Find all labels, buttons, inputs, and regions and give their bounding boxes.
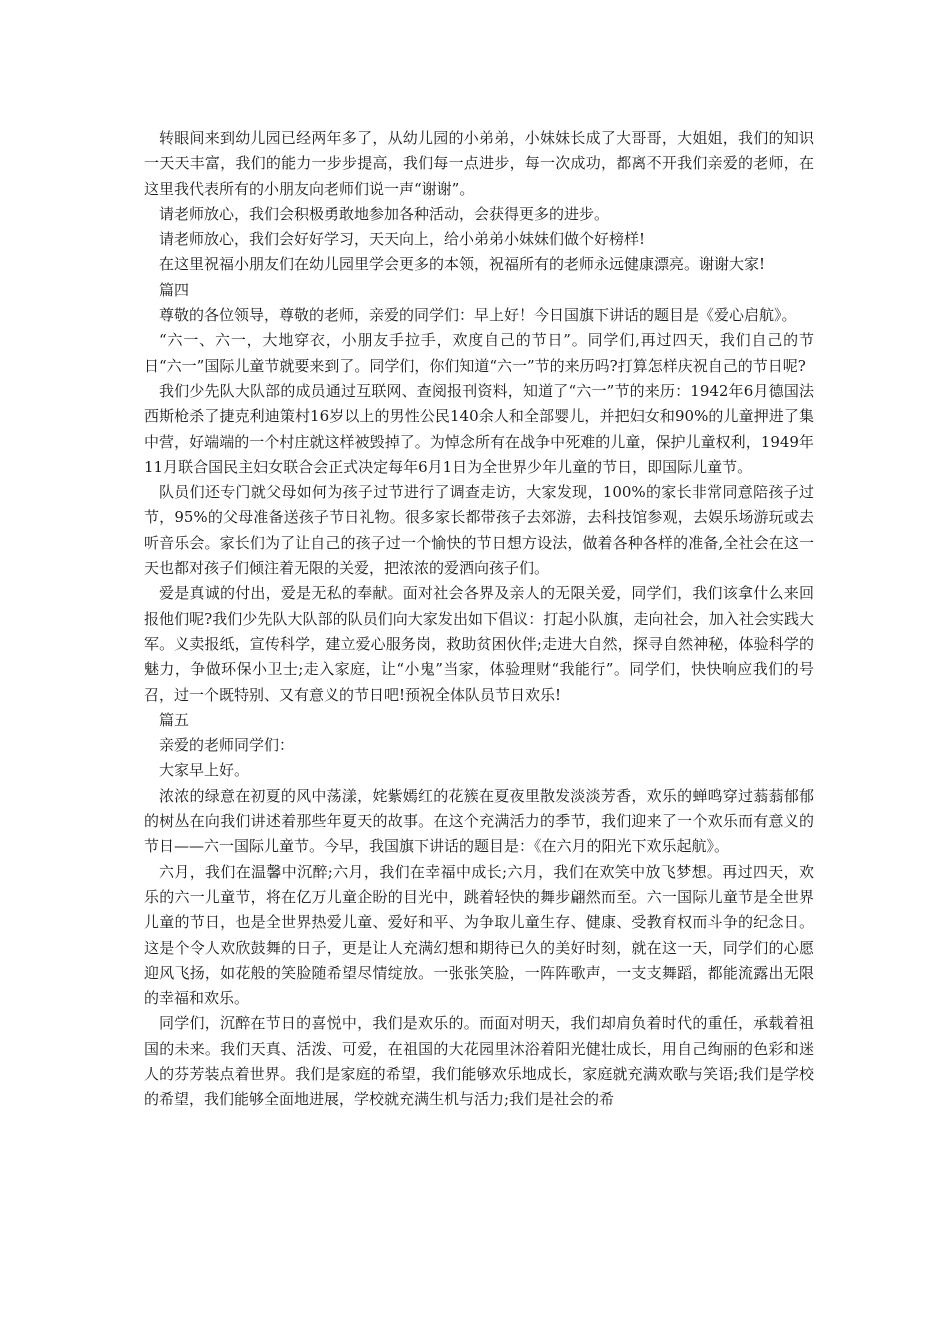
paragraph: 爱是真诚的付出，爱是无私的奉献。面对社会各界及亲人的无限关爱，同学们，我们该拿什么来回报他们呢?我们少先队大队部的队员们向大家发出如下倡议：打起小队旗，走向社会，加入社会实践大军。义卖报纸，宣传科学，建立爱心服务岗，救助贫困伙伴;走进大自然，探寻自然神秘，体验科学的魅力，争做环保小卫士;走入家庭，让“小鬼”当家，体验理财“我能行”。同学们，快快响应我们的号召，过一个既特别、又有意义的节日吧!预祝全体队员节日欢乐! bbox=[144, 584, 814, 704]
paragraph: 队员们还专门就父母如何为孩子过节进行了调查走访，大家发现，100%的家长非常同意陪孩子过节，95%的父母准备送孩子节日礼物。很多家长都带孩子去郊游，去科技馆参观，去娱乐场游玩或去听音乐会。家长们为了让自己的孩子过一个愉快的节日想方设法，做着各种各样的准备,全社会在这一天也都对孩子们倾注着无限的关爱，把浓浓的爱洒向孩子们。 bbox=[144, 483, 814, 578]
document-body bbox=[144, 126, 814, 1113]
paragraph: 浓浓的绿意在初夏的风中荡漾，姹紫嫣红的花簇在夏夜里散发淡淡芳香，欢乐的蝉鸣穿过蓊蓊郁郁的树丛在向我们讲述着那些年夏天的故事。在这个充满活力的季节，我们迎来了一个欢乐而有意义的节日——六一国际儿童节。今早，我国旗下讲话的题目是：《在六月的阳光下欢乐起航》。 bbox=[144, 786, 814, 856]
paragraph: 亲爱的老师同学们： bbox=[159, 736, 295, 755]
section-heading: 篇四 bbox=[159, 280, 190, 299]
paragraph: “六一、六一，大地穿衣，小朋友手拉手，欢度自己的节日”。同学们,再过四天，我们自己的节日“六一”国际儿童节就要来到了。同学们，你们知道“六一”节的来历吗?打算怎样庆祝自己的节日呢? bbox=[144, 331, 814, 375]
paragraph: 转眼间来到幼儿园已经两年多了，从幼儿园的小弟弟，小妹妹长成了大哥哥，大姐姐，我们的知识一天天丰富，我们的能力一步步提高，我们每一点进步，每一次成功，都离不开我们亲爱的老师，在这里我代表所有的小朋友向老师们说一声“谢谢”。 bbox=[144, 129, 814, 198]
paragraph: 在这里祝福小朋友们在幼儿园里学会更多的本领，祝福所有的老师永远健康漂亮。谢谢大家! bbox=[159, 255, 766, 274]
paragraph: 大家早上好。 bbox=[159, 761, 250, 780]
paragraph: 请老师放心，我们会积极勇敢地参加各种活动，会获得更多的进步。 bbox=[159, 204, 610, 223]
section-heading: 篇五 bbox=[159, 710, 190, 729]
paragraph: 尊敬的各位领导，尊敬的老师，亲爱的同学们：早上好！今日国旗下讲话的题目是《爱心启航》。 bbox=[159, 306, 797, 325]
paragraph: 请老师放心，我们会好好学习，天天向上，给小弟弟小妹妹们做个好榜样! bbox=[159, 230, 646, 249]
paragraph: 同学们，沉醉在节日的喜悦中，我们是欢乐的。而面对明天，我们却肩负着时代的重任，承载着祖国的未来。我们天真、活泼、可爱，在祖国的大花园里沐浴着阳光健壮成长，用自己绚丽的色彩和迷人的芬芳装点着世界。我们是家庭的希望，我们能够欢乐地成长，家庭就充满欢歌与笑语;我们是学校的希望，我们能够全面地进展，学校就充满生机与活力;我们是社会的希 bbox=[144, 1014, 814, 1109]
paragraph: 六月，我们在温馨中沉醉;六月，我们在幸福中成长;六月，我们在欢笑中放飞梦想。再过四天，欢乐的六一儿童节，将在亿万儿童企盼的目光中，跳着轻快的舞步翩然而至。六一国际儿童节是全世界儿童的节日，也是全世界热爱儿童、爱好和平、为争取儿童生存、健康、受教育权而斗争的纪念日。这是个令人欢欣鼓舞的日子，更是让人充满幻想和期待已久的美好时刻，就在这一天，同学们的心愿迎风飞扬，如花般的笑脸随希望尽情绽放。一张张笑脸，一阵阵歌声，一支支舞蹈，都能流露出无限的幸福和欢乐。 bbox=[144, 862, 814, 1008]
paragraph: 我们少先队大队部的成员通过互联网、查阅报刊资料，知道了“六一”节的来历：1942年6月德国法西斯枪杀了捷克利迪策村16岁以上的男性公民140余人和全部婴儿，并把妇女和90%的儿童押进了集中营，好端端的一个村庄就这样被毁掉了。为悼念所有在战争中死难的儿童，保护儿童权利，1949年11月联合国民主妇女联合会正式决定每年6月1日为全世界少年儿童的节日，即国际儿童节。 bbox=[144, 381, 814, 476]
